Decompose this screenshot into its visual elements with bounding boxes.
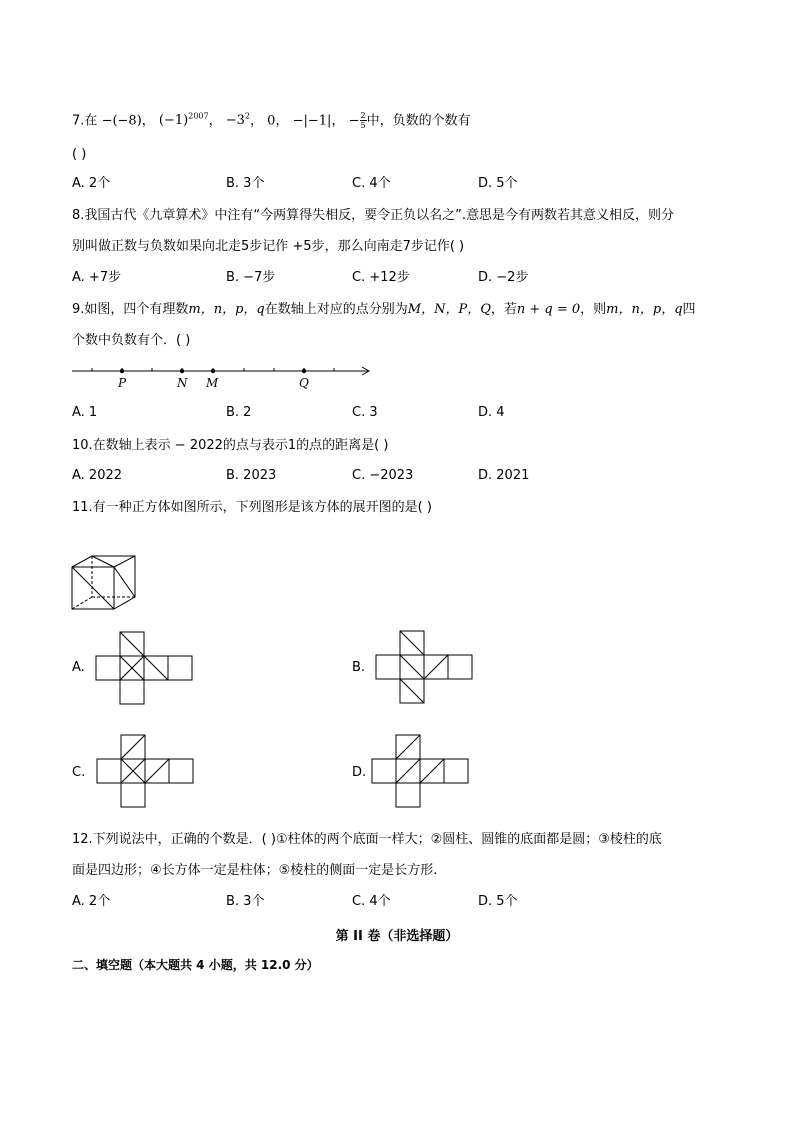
q7-option-c: C. 4个 [352,176,391,191]
net-b-label: B. [352,660,366,675]
q8-option-d: D. −2步 [478,270,529,285]
q9-option-d: D. 4 [478,405,505,420]
q12-option-c: C. 4个 [352,894,391,909]
q7-option-a: A. 2个 [72,176,111,191]
q10-option-a: A. 2022 [72,468,123,483]
q9-option-b: B. 2 [226,405,252,420]
label-q: Q [299,376,309,390]
q9-option-c: C. 3 [352,405,378,420]
q7-option-b: B. 3个 [226,176,265,191]
q12-stem-line2: 面是四边形；④长方体一定是柱体；⑤棱柱的侧面一定是长方形. [72,863,438,878]
q9-stem-line2: 个数中负数有个．( ) [72,333,191,348]
q8-stem-line2: 别叫做正数与负数如果向北走5步记作 +5步，那么向南走7步记作( ) [72,239,465,254]
q8-option-c: C. +12步 [352,270,410,285]
section-title: 第 II 卷（非选择题） [335,929,459,944]
q8-stem-line1: 8.我国古代《九章算术》中注有“今两算得失相反，要令正负以名之”.意思是今有两数若其意义相反，则分 [72,208,675,223]
q10-option-c: C. −2023 [352,468,414,483]
q10-option-d: D. 2021 [478,468,530,483]
q12-stem-line1: 12.下列说法中，正确的个数是．( )①柱体的两个底面一样大；②圆柱、圆锥的底面都是圆；③棱柱的底 [72,832,662,847]
q12-option-d: D. 5个 [478,894,518,909]
net-a-label: A. [72,660,85,675]
label-n: N [177,376,188,390]
q9-option-a: A. 1 [72,405,98,420]
net-d-label: D. [352,765,367,780]
q8-option-b: B. −7步 [226,270,276,285]
q11-stem: 11.有一种正方体如图所示，下列图形是该方体的展开图的是( ) [72,500,432,515]
fraction-two-fifths: $\frac{2}{5}$ [360,111,366,131]
q10-option-b: B. 2023 [226,468,277,483]
label-p: P [118,376,127,390]
q7-paren: ( ) [72,147,87,162]
q9-stem-line1: 9.如图，四个有理数m，n，p，q在数轴上对应的点分别为M，N，P，Q，若n + q = 0，则m，n，p，q四 [72,302,696,317]
q7-stem: 7.在 −(−8)， $(-1)^{2007}$， $-3^2$， 0， −|−1|， − $\frac{2}{5}$ 中，负数的个数有 [72,111,471,131]
q7-option-d: D. 5个 [478,176,518,191]
label-m: M [206,376,219,390]
q12-option-b: B. 3个 [226,894,265,909]
q10-stem: 10.在数轴上表示 − 2022的点与表示1的点的距离是( ) [72,438,389,453]
q8-option-a: A. +7步 [72,270,122,285]
section-subtitle: 二、填空题（本大题共 4 小题，共 12.0 分） [72,958,319,972]
net-c-label: C. [72,765,86,780]
q12-option-a: A. 2个 [72,894,111,909]
